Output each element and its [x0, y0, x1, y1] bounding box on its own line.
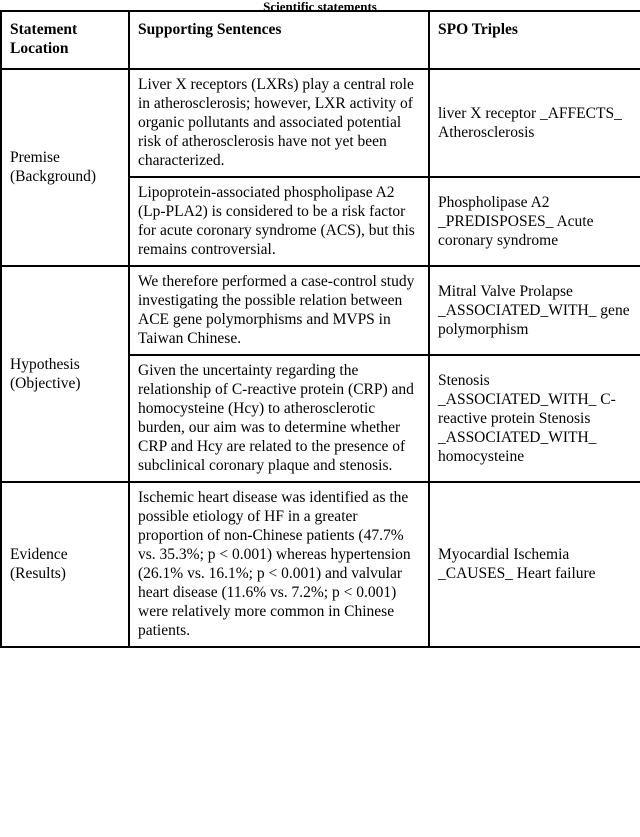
header-spo-triples: SPO Triples	[429, 11, 640, 69]
header-statement-location: Statement Location	[1, 11, 129, 69]
cell-spo-triple: Myocardial Ischemia _CAUSES_ Heart failure	[429, 482, 640, 647]
table-header	[1, 11, 640, 69]
cell-statement-location: Premise (Background)	[1, 69, 129, 266]
cell-spo-triple: liver X receptor _AFFECTS_ Atherosclerosis	[429, 69, 640, 177]
table-caption: Scientific statements	[263, 0, 377, 10]
cell-supporting-sentence: Given the uncertainty regarding the relationship of C-reactive protein (CRP) and homocysteine (Hcy) to atherosclerotic burden, our aim was to determine whether CRP and Hcy are related to the presence of subclinical coronary plaque and stenosis.	[129, 355, 429, 482]
cell-spo-triple: Mitral Valve Prolapse _ASSOCIATED_WITH_ gene polymorphism	[429, 266, 640, 355]
cell-supporting-sentence: Liver X receptors (LXRs) play a central role in atherosclerosis; however, LXR activity of organic pollutants and associated potential risk of atherosclerosis have not yet been characterized.	[129, 69, 429, 177]
table-row	[1, 69, 640, 177]
cell-spo-triple: Phospholipase A2 _PREDISPOSES_ Acute coronary syndrome	[429, 177, 640, 266]
header-row	[1, 11, 640, 69]
table-row	[1, 482, 640, 647]
cell-statement-location: Evidence (Results)	[1, 482, 129, 647]
cell-supporting-sentence: Lipoprotein-associated phospholipase A2 (Lp-PLA2) is considered to be a risk factor for acute coronary syndrome (ACS), but this remains controversial.	[129, 177, 429, 266]
cell-spo-triple: Stenosis _ASSOCIATED_WITH_ C-reactive protein Stenosis _ASSOCIATED_WITH_ homocysteine	[429, 355, 640, 482]
cell-statement-location: Hypothesis (Objective)	[1, 266, 129, 482]
cell-supporting-sentence: We therefore performed a case-control study investigating the possible relation between ACE gene polymorphisms and MVPS in Taiwan Chinese.	[129, 266, 429, 355]
header-supporting-sentences: Supporting Sentences	[129, 11, 429, 69]
table-body	[1, 69, 640, 647]
scientific-statements-table	[0, 10, 640, 648]
table-row	[1, 266, 640, 355]
cell-supporting-sentence: Ischemic heart disease was identified as the possible etiology of HF in a greater proportion of non-Chinese patients (47.7% vs. 35.3%; p < 0.001) whereas hypertension (26.1% vs. 16.1%; p < 0.001) and valvular heart disease (11.6% vs. 7.2%; p < 0.001) were relatively more common in Chinese patients.	[129, 482, 429, 647]
